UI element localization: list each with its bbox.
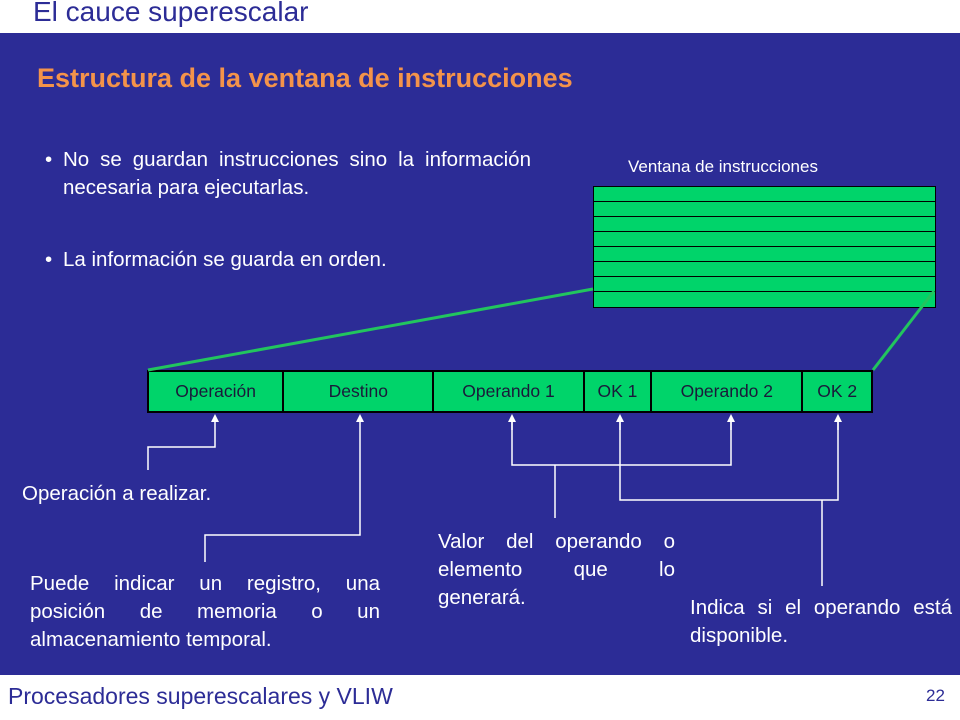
note-operand-value: Valor del operando o elemento que lo generará. <box>438 530 675 609</box>
bullet-text: No se guardan instrucciones sino la información necesaria para ejecutarlas. <box>63 148 531 199</box>
zoom-line-left <box>148 289 593 370</box>
field-operation: Operación <box>149 372 284 411</box>
arrow-destination <box>205 418 360 562</box>
header-title: El cauce superescalar <box>33 0 309 27</box>
field-destination: Destino <box>284 372 434 411</box>
note-operation: Operación a realizar. <box>22 482 212 505</box>
field-ok-2: OK 2 <box>817 381 858 401</box>
window-caption: Ventana de instrucciones <box>628 157 818 176</box>
note-operand-ok: Indica si el operando está disponible. <box>690 596 952 647</box>
page-number: 22 <box>926 686 945 705</box>
bullet-marker: • <box>45 248 53 271</box>
field-operand-2: Operando 2 <box>652 372 803 411</box>
footer-title: Procesadores superescalares y VLIW <box>8 683 393 709</box>
arrow-operation <box>148 418 215 470</box>
slide-title: Estructura de la ventana de instrucciones <box>37 63 573 93</box>
bullet-text: La información se guarda en orden. <box>63 248 387 271</box>
note-destination: Puede indicar un registro, una posición de memoria o un almacenamiento temporal. <box>30 572 380 651</box>
field-ok-1: OK 1 <box>585 372 653 411</box>
bracket-operand-values <box>512 418 731 465</box>
bracket-ok-flags <box>620 418 838 500</box>
field-operand-1: Operando 1 <box>434 372 584 411</box>
zoom-line-right <box>873 291 934 370</box>
bullet-marker: • <box>45 148 53 171</box>
